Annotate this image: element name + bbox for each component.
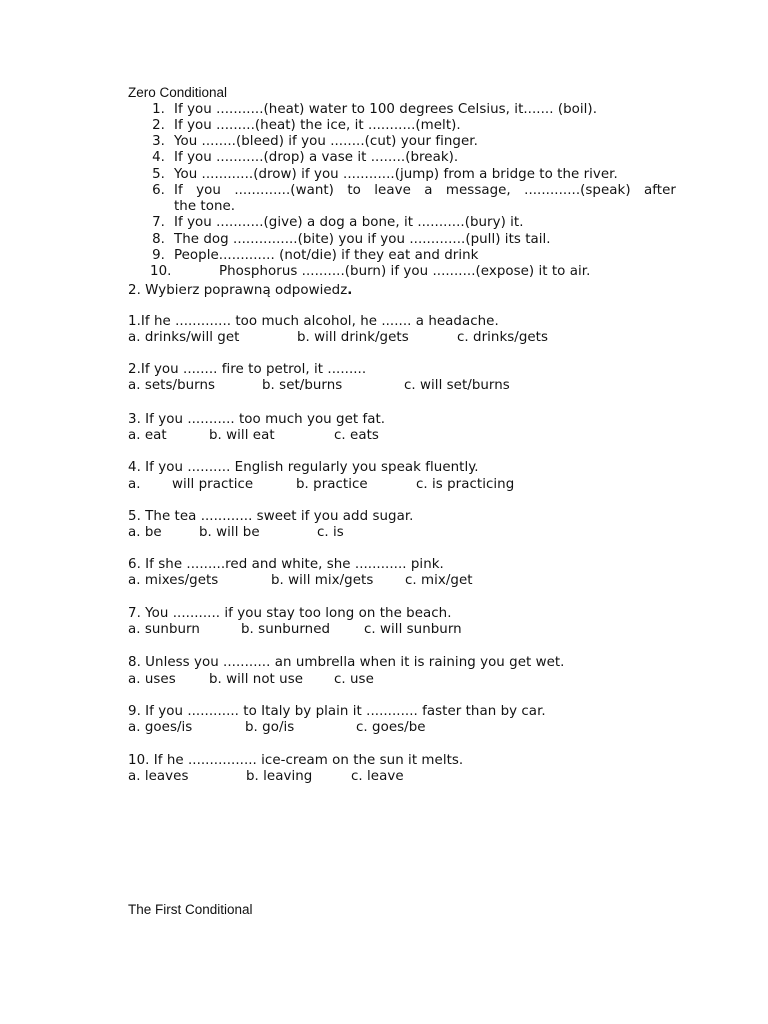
- word: .............(speak): [524, 183, 631, 198]
- list-item-number: 10.: [150, 264, 172, 279]
- question-text: 9. If you ............ to Italy by plain it ............ faster than by car.: [128, 704, 546, 719]
- word: a: [424, 183, 433, 198]
- list-item-number: 3.: [152, 134, 165, 149]
- answer-option-c: c. will set/burns: [404, 378, 510, 393]
- answer-option-a: a. goes/is: [128, 720, 193, 735]
- list-item: The dog ...............(bite) you if you .............(pull) its tail.: [174, 232, 551, 247]
- list-item: If you ...........(heat) water to 100 degrees Celsius, it....... (boil).: [174, 102, 598, 117]
- list-item: Phosphorus ..........(burn) if you ..........(expose) it to air.: [219, 264, 591, 279]
- question-text: 10. If he ................ ice-cream on the sun it melts.: [128, 753, 464, 768]
- list-item: If you .........(heat) the ice, it ...........(melt).: [174, 118, 461, 133]
- question-text: 2.If you ........ fire to petrol, it .........: [128, 362, 367, 377]
- word: leave: [374, 183, 411, 198]
- answer-option-b: b. will drink/gets: [297, 330, 409, 345]
- question-text: 1.If he ............. too much alcohol, he ....... a headache.: [128, 314, 499, 329]
- section-title-first-conditional: The First Conditional: [128, 902, 253, 917]
- word: If: [174, 183, 183, 198]
- answer-option-c: c. drinks/gets: [457, 330, 548, 345]
- answer-option-a: a. mixes/gets: [128, 573, 219, 588]
- answer-option-c: c. goes/be: [356, 720, 426, 735]
- answer-option-c: c. mix/get: [405, 573, 473, 588]
- section-title-zero-conditional: Zero Conditional: [128, 85, 228, 100]
- list-item-number: 9.: [152, 248, 165, 263]
- word: after: [644, 183, 676, 198]
- answer-option-b: b. leaving: [246, 769, 313, 784]
- list-item-number: 8.: [152, 232, 165, 247]
- list-item-number: 5.: [152, 167, 165, 182]
- answer-option-b: b. will be: [199, 525, 260, 540]
- answer-option-a: a. eat: [128, 428, 167, 443]
- list-item: People............. (not/die) if they eat and drink: [174, 248, 479, 263]
- answer-option-b: b. set/burns: [262, 378, 343, 393]
- answer-option-a: a. drinks/will get: [128, 330, 240, 345]
- answer-option-a: a. uses: [128, 672, 176, 687]
- answer-option-c: c. eats: [334, 428, 379, 443]
- answer-option-b: b. go/is: [245, 720, 295, 735]
- list-item-number: 2.: [152, 118, 165, 133]
- list-item-number: 1.: [152, 102, 165, 117]
- question-text: 7. You ........... if you stay too long on the beach.: [128, 606, 452, 621]
- word: you: [196, 183, 221, 198]
- list-item-justified-line: [174, 183, 676, 199]
- question-text: 6. If she .........red and white, she ............ pink.: [128, 557, 444, 572]
- answer-option-c: c. use: [334, 672, 374, 687]
- answer-option-b: b. will eat: [209, 428, 275, 443]
- answer-option-a: a. sunburn: [128, 622, 200, 637]
- answer-option-b: b. will not use: [209, 672, 304, 687]
- word: to: [347, 183, 361, 198]
- answer-option-a-label: a.: [128, 477, 141, 492]
- question-text: 8. Unless you ........... an umbrella when it is raining you get wet.: [128, 655, 565, 670]
- list-item: You ........(bleed) if you ........(cut) your finger.: [174, 134, 478, 149]
- answer-option-a: will practice: [172, 477, 254, 492]
- answer-option-b: b. will mix/gets: [271, 573, 374, 588]
- answer-option-c: c. is: [317, 525, 344, 540]
- answer-option-c: c. is practicing: [416, 477, 515, 492]
- list-item-continuation: the tone.: [174, 199, 236, 214]
- list-item: If you ...........(drop) a vase it ........(break).: [174, 150, 459, 165]
- list-item-number: 6.: [152, 183, 165, 198]
- answer-option-b: b. sunburned: [241, 622, 331, 637]
- question-text: 3. If you ........... too much you get fat.: [128, 412, 386, 427]
- list-item-number: 4.: [152, 150, 165, 165]
- question-text: 5. The tea ............ sweet if you add sugar.: [128, 509, 414, 524]
- answer-option-a: a. sets/burns: [128, 378, 216, 393]
- answer-option-a: a. leaves: [128, 769, 189, 784]
- section-title-choose-answer: 2. Wybierz poprawną odpowiedz.: [128, 283, 353, 298]
- word: .............(want): [234, 183, 334, 198]
- word: message,: [445, 183, 511, 198]
- question-text: 4. If you .......... English regularly you speak fluently.: [128, 460, 479, 475]
- answer-option-b: b. practice: [296, 477, 368, 492]
- answer-option-c: c. will sunburn: [364, 622, 462, 637]
- answer-option-a: a. be: [128, 525, 162, 540]
- answer-option-c: c. leave: [351, 769, 404, 784]
- list-item: If you ...........(give) a dog a bone, it ...........(bury) it.: [174, 215, 524, 230]
- list-item: You ............(drow) if you ............(jump) from a bridge to the river.: [174, 167, 618, 182]
- list-item-number: 7.: [152, 215, 165, 230]
